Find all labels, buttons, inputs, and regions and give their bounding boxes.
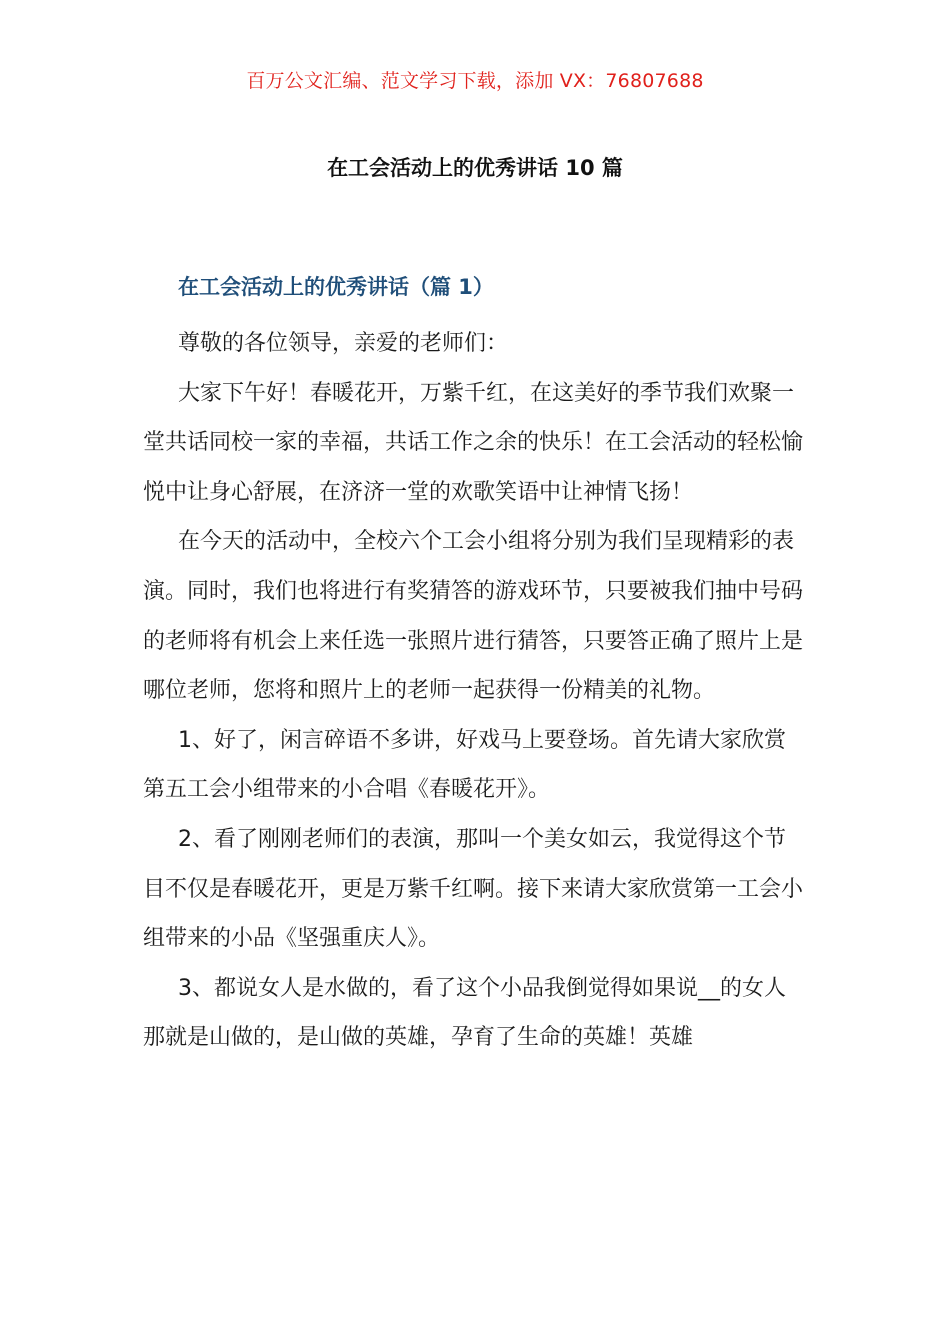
body-text bbox=[143, 319, 803, 1063]
paragraph-salutation: 尊敬的各位领导，亲爱的老师们： bbox=[178, 331, 509, 356]
paragraph-item-2: 2、看了刚刚老师们的表演，那叫一个美女如云，我觉得这个节目不仅是春暖花开，更是万紫千红啊。接下来请大家欣赏第一工会小组带来的小品《坚强重庆人》。 bbox=[143, 826, 804, 952]
section-heading: 在工会活动上的优秀讲话（篇 1） bbox=[178, 275, 494, 299]
paragraph-item-1: 1、好了，闲言碎语不多讲，好戏马上要登场。首先请大家欣赏第五工会小组带来的小合唱《春暖花开》。 bbox=[143, 727, 786, 803]
promo-banner: 百万公文汇编、范文学习下载，添加 VX：76807688 bbox=[246, 70, 704, 92]
paragraph-activity-intro: 在今天的活动中，全校六个工会小组将分别为我们呈现精彩的表演。同时，我们也将进行有奖猜答的游戏环节，只要被我们抽中号码的老师将有机会上来任选一张照片进行猜答，只要答正确了照片上是哪位老师，您将和照片上的老师一起获得一份精美的礼物。 bbox=[143, 529, 804, 704]
paragraph-item-3: 3、都说女人是水做的，看了这个小品我倒觉得如果说__的女人那就是山做的，是山做的英雄，孕育了生命的英雄！英雄 bbox=[143, 975, 786, 1051]
paragraph-greeting: 大家下午好！春暖花开，万紫千红，在这美好的季节我们欢聚一堂共话同校一家的幸福，共话工作之余的快乐！在工会活动的轻松愉悦中让身心舒展，在济济一堂的欢歌笑语中让神情飞扬！ bbox=[143, 380, 804, 505]
document-title: 在工会活动上的优秀讲话 10 篇 bbox=[327, 156, 623, 180]
